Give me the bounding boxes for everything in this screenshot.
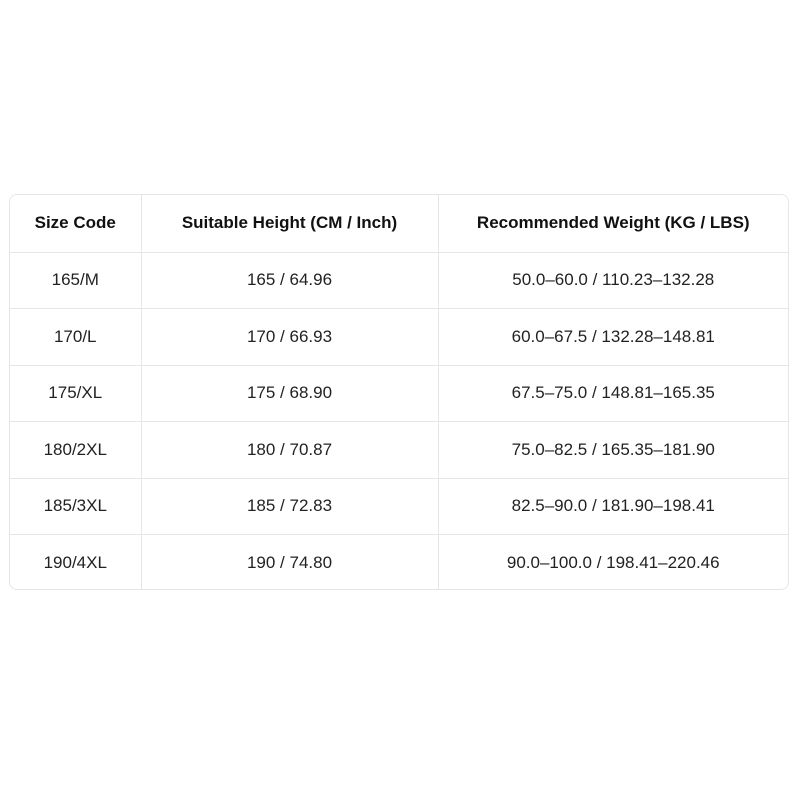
size-chart-table-container [9, 194, 789, 590]
size-code-cell: 165/M [10, 252, 141, 309]
table-row [10, 309, 788, 366]
size-code-cell: 185/3XL [10, 478, 141, 535]
size-code-cell: 180/2XL [10, 422, 141, 479]
table-row [10, 252, 788, 309]
header-recommended-weight: Recommended Weight (KG / LBS) [438, 195, 788, 252]
weight-cell: 82.5–90.0 / 181.90–198.41 [438, 478, 788, 535]
table-row [10, 365, 788, 422]
header-row [10, 195, 788, 252]
size-chart-table [10, 195, 788, 590]
height-cell: 170 / 66.93 [141, 309, 438, 366]
header-suitable-height: Suitable Height (CM / Inch) [141, 195, 438, 252]
weight-cell: 67.5–75.0 / 148.81–165.35 [438, 365, 788, 422]
weight-cell: 90.0–100.0 / 198.41–220.46 [506, 553, 720, 572]
table-row [10, 535, 788, 591]
weight-cell: 50.0–60.0 / 110.23–132.28 [438, 252, 788, 309]
height-cell: 185 / 72.83 [141, 478, 438, 535]
header-size-code: Size Code [10, 195, 141, 252]
height-cell: 175 / 68.90 [141, 365, 438, 422]
height-cell: 180 / 70.87 [141, 422, 438, 479]
size-code-cell: 190/4XL [10, 535, 141, 591]
weight-cell: 60.0–67.5 / 132.28–148.81 [438, 309, 788, 366]
table-body [10, 252, 788, 590]
height-cell: 165 / 64.96 [141, 252, 438, 309]
table-row [10, 422, 788, 479]
weight-cell: 75.0–82.5 / 165.35–181.90 [438, 422, 788, 479]
table-row [10, 478, 788, 535]
size-code-cell: 175/XL [10, 365, 141, 422]
table-header [10, 195, 788, 252]
size-code-cell: 170/L [10, 309, 141, 366]
height-cell: 190 / 74.80 [141, 535, 438, 591]
